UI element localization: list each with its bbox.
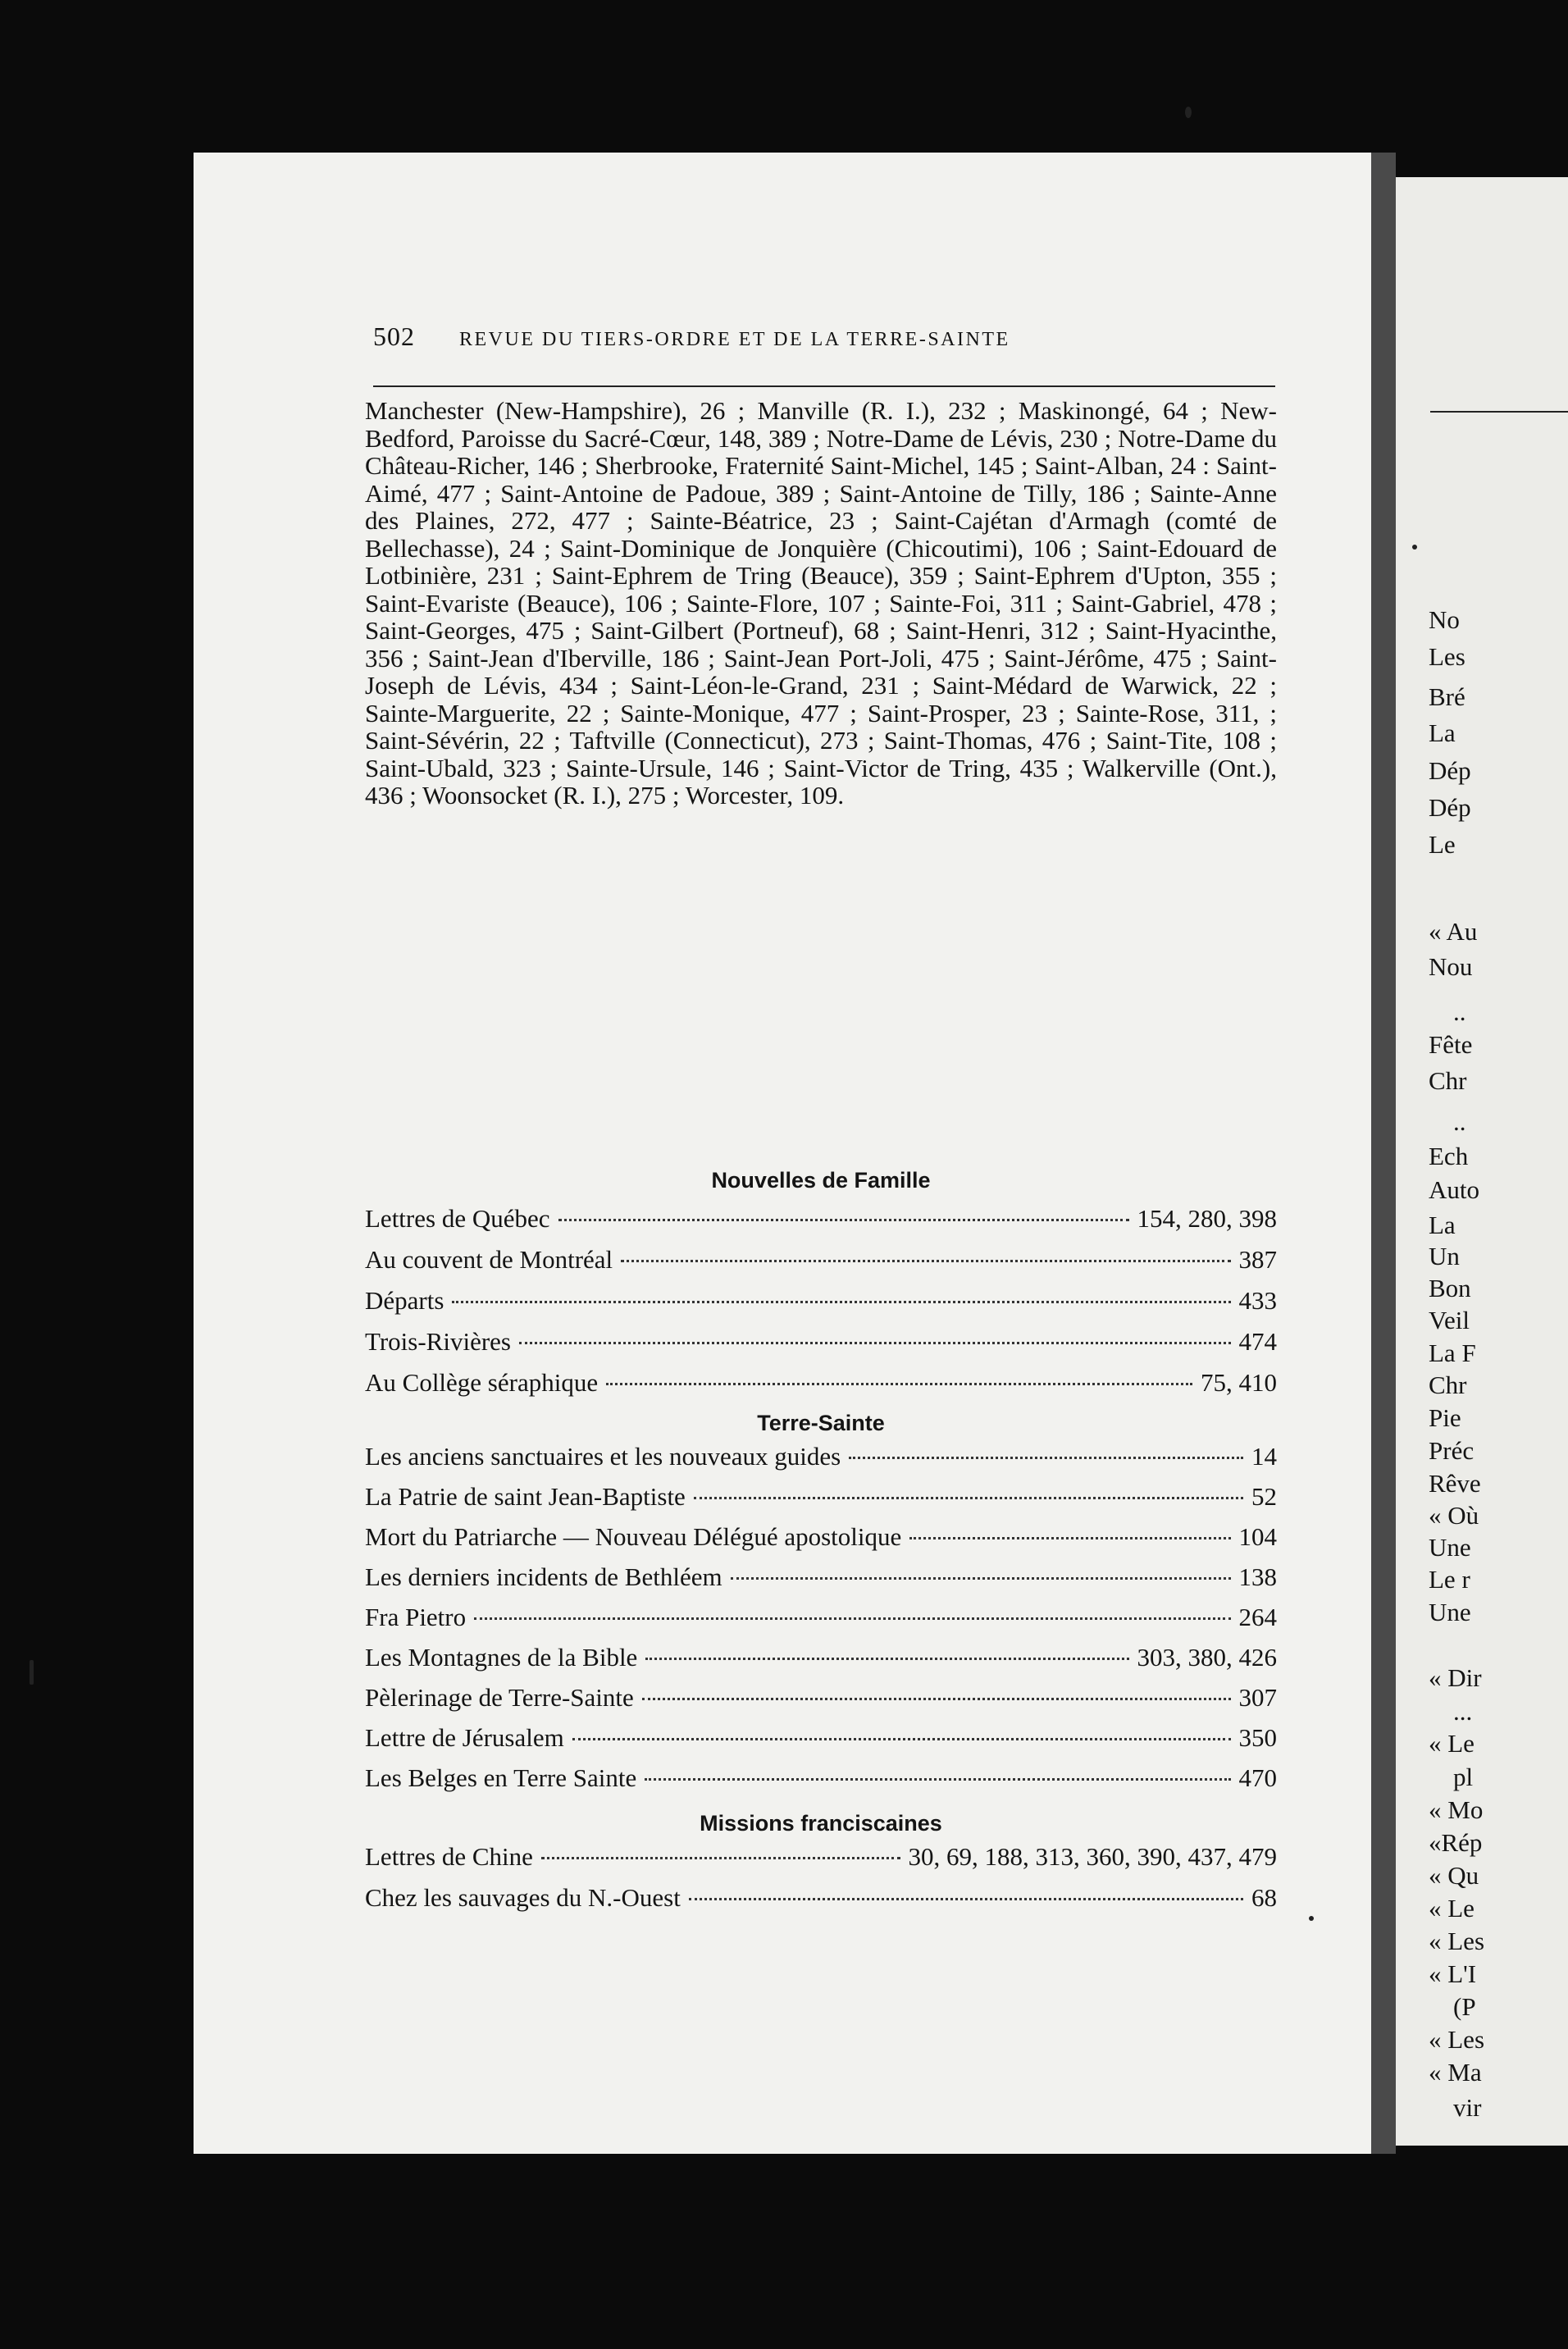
dot-leader xyxy=(452,1301,1230,1303)
facing-page-fragment: « L'I xyxy=(1429,1959,1477,1988)
entry-title: Lettres de Chine xyxy=(365,1842,533,1871)
dot-leader xyxy=(645,1778,1230,1781)
dot-leader xyxy=(474,1617,1230,1620)
facing-page-fragment: Préc xyxy=(1429,1436,1475,1465)
entry-title: Chez les sauvages du N.-Ouest xyxy=(365,1883,681,1912)
facing-page-fragment: Le r xyxy=(1429,1565,1470,1594)
entry-title: Au couvent de Montréal xyxy=(365,1245,613,1274)
facing-page-fragment: «Rép xyxy=(1429,1828,1483,1857)
facing-page-fragment: « Les xyxy=(1429,2025,1485,2054)
facing-page-fragment: Ech xyxy=(1429,1142,1469,1170)
entry-pages: 350 xyxy=(1238,1723,1277,1752)
facing-page-fragment: Bré xyxy=(1429,682,1465,711)
entry-title: Au Collège séraphique xyxy=(365,1368,599,1397)
index-entry xyxy=(365,1442,1277,1483)
dot-leader xyxy=(645,1658,1128,1660)
entry-title: Lettres de Québec xyxy=(365,1204,550,1233)
index-entry xyxy=(365,1204,1277,1245)
facing-page-fragment: vir xyxy=(1453,2093,1482,2122)
scan-speck xyxy=(1309,1916,1314,1921)
entry-title: Les Montagnes de la Bible xyxy=(365,1643,638,1672)
facing-page-fragment: Rêve xyxy=(1429,1469,1481,1498)
entry-title: Départs xyxy=(365,1286,444,1315)
dot-leader xyxy=(519,1342,1231,1344)
dot-leader xyxy=(689,1898,1243,1900)
entry-pages: 138 xyxy=(1238,1562,1277,1591)
index-entry xyxy=(365,1643,1277,1684)
facing-page-fragment: Dép xyxy=(1429,793,1471,822)
dot-leader xyxy=(694,1497,1243,1499)
entry-title: Pèlerinage de Terre-Sainte xyxy=(365,1683,634,1712)
entry-title: Les derniers incidents de Bethléem xyxy=(365,1562,722,1591)
index-entry xyxy=(365,1603,1277,1644)
running-title: REVUE DU TIERS-ORDRE ET DE LA TERRE-SAINTE xyxy=(459,329,1010,350)
index-entry xyxy=(365,1883,1277,1924)
entry-title: La Patrie de saint Jean-Baptiste xyxy=(365,1482,686,1511)
facing-page-fragment: ... xyxy=(1453,1697,1473,1726)
facing-page-fragment: « Mo xyxy=(1429,1795,1484,1824)
dot-leader xyxy=(849,1457,1243,1459)
index-entry xyxy=(365,1842,1277,1883)
facing-page-fragment: La F xyxy=(1429,1339,1476,1367)
header-rule xyxy=(373,385,1275,387)
facing-page xyxy=(1396,177,1568,2146)
facing-page-fragment: « Le xyxy=(1429,1894,1475,1923)
dot-leader xyxy=(642,1698,1231,1700)
facing-page-fragment: « Ma xyxy=(1429,2058,1482,2087)
facing-page-fragment: (P xyxy=(1453,1992,1476,2021)
dot-leader xyxy=(572,1738,1231,1740)
facing-page-fragment: « Les xyxy=(1429,1927,1485,1955)
facing-page-fragment: Une xyxy=(1429,1533,1471,1562)
entry-pages: 307 xyxy=(1238,1683,1277,1712)
entry-pages: 52 xyxy=(1251,1482,1277,1511)
entry-pages: 104 xyxy=(1238,1522,1277,1551)
entry-pages: 474 xyxy=(1238,1327,1277,1356)
entry-pages: 154, 280, 398 xyxy=(1137,1204,1277,1233)
facing-page-fragment: « Au xyxy=(1429,917,1478,946)
dot-leader xyxy=(909,1537,1230,1539)
dot-leader xyxy=(606,1383,1192,1385)
entry-pages: 14 xyxy=(1251,1442,1277,1471)
facing-page-rule xyxy=(1430,411,1568,413)
entry-pages: 387 xyxy=(1238,1245,1277,1274)
book-gutter xyxy=(1371,153,1396,2154)
facing-page-fragment: Dép xyxy=(1429,756,1471,785)
facing-page-fragment: Chr xyxy=(1429,1371,1467,1399)
facing-page-fragment: La xyxy=(1429,718,1456,747)
facing-page-fragment: No xyxy=(1429,605,1460,634)
index-entry xyxy=(365,1522,1277,1563)
entry-title: Mort du Patriarche — Nouveau Délégué apostolique xyxy=(365,1522,902,1551)
dot-leader xyxy=(558,1219,1129,1221)
index-entry xyxy=(365,1683,1277,1724)
scan-speck xyxy=(1412,545,1417,550)
entry-pages: 75, 410 xyxy=(1201,1368,1277,1397)
index-entry xyxy=(365,1327,1277,1368)
index-entry xyxy=(365,1723,1277,1764)
index-paragraph: Manchester (New-Hampshire), 26 ; Manville (R. I.), 232 ; Maskinongé, 64 ; New-Bedford, Paroisse du Sacré-Cœur, 148, 389 ; Notre-Dame de Lévis, 230 ; Notre-Dame du Château-Richer, 146 ; Sherbrooke, Fraternité Saint-Michel, 145 ; Saint-Alban, 24 : Saint-Aimé, 477 ; Saint-Antoine de Padoue, 389 ; Saint-Antoine de Tilly, 186 ; Sainte-Anne des Plaines, 272, 477 ; Sainte-Béatrice, 23 ; Saint-Cajétan d'Armagh (comté de Bellechasse), 24 ; Saint-Dominique de Jonquière (Chicoutimi), 106 ; Saint-Edouard de Lotbinière, 231 ; Saint-Ephrem de Tring (Beauce), 359 ; Saint-Ephrem d'Upton, 355 ; Saint-Evariste (Beauce), 106 ; Sainte-Flore, 107 ; Sainte-Foi, 311 ; Saint-Gabriel, 478 ; Saint-Georges, 475 ; Saint-Gilbert (Portneuf), 68 ; Saint-Henri, 312 ; Saint-Hyacinthe, 356 ; Saint-Jean d'Iberville, 186 ; Saint-Jean Port-Joli, 475 ; Saint-Jérôme, 475 ; Saint-Joseph de Lévis, 434 ; Saint-Léon-le-Grand, 231 ; Saint-Médard de Warwick, 22 ; Sainte-Marguerite, 22 ; Sainte-Monique, 477 ; Saint-Prosper, 23 ; Sainte-Rose, 311, ; Saint-Sévérin, 22 ; Taftville (Connecticut), 273 ; Saint-Thomas, 476 ; Saint-Tite, 108 ; Saint-Ubald, 323 ; Sainte-Ursule, 146 ; Saint-Victor de Tring, 435 ; Walkerville (Ont.), 436 ; Woonsocket (R. I.), 275 ; Worcester, 109. xyxy=(365,396,1277,810)
section-title-nouvelles-de-famille: Nouvelles de Famille xyxy=(711,1168,931,1193)
index-entry xyxy=(365,1245,1277,1286)
index-entry xyxy=(365,1286,1277,1327)
entry-pages: 264 xyxy=(1238,1603,1277,1631)
index-entry xyxy=(365,1368,1277,1409)
entry-title: Trois-Rivières xyxy=(365,1327,511,1356)
facing-page-fragment: « Qu xyxy=(1429,1861,1479,1890)
entry-title: Les Belges en Terre Sainte xyxy=(365,1763,637,1792)
facing-page-fragment: Nou xyxy=(1429,952,1473,981)
facing-page-fragment: Auto xyxy=(1429,1175,1479,1204)
page-number: 502 xyxy=(373,322,415,351)
index-entry xyxy=(365,1763,1277,1804)
index-entry xyxy=(365,1562,1277,1603)
scan-speck xyxy=(1185,107,1192,118)
entry-pages: 68 xyxy=(1251,1883,1277,1912)
dot-leader xyxy=(541,1857,900,1859)
entry-pages: 30, 69, 188, 313, 360, 390, 437, 479 xyxy=(908,1842,1277,1871)
facing-page-fragment: Le xyxy=(1429,830,1456,859)
scan-speck xyxy=(30,1660,34,1685)
facing-page-fragment: « Dir xyxy=(1429,1663,1482,1692)
facing-page-fragment: .. xyxy=(1453,1107,1466,1136)
entry-title: Lettre de Jérusalem xyxy=(365,1723,564,1752)
facing-page-fragment: Bon xyxy=(1429,1274,1471,1302)
section-title-terre-sainte: Terre-Sainte xyxy=(757,1411,885,1435)
page-header xyxy=(373,322,1275,354)
facing-page-fragment: .. xyxy=(1453,997,1466,1026)
entry-pages: 470 xyxy=(1238,1763,1277,1792)
section-title-missions-franciscaines: Missions franciscaines xyxy=(700,1811,942,1836)
facing-page-fragment: « Le xyxy=(1429,1729,1475,1758)
entry-title: Fra Pietro xyxy=(365,1603,467,1631)
facing-page-fragment: Les xyxy=(1429,642,1465,671)
entry-pages: 303, 380, 426 xyxy=(1137,1643,1277,1672)
index-entry xyxy=(365,1482,1277,1523)
facing-page-fragment: Chr xyxy=(1429,1066,1467,1095)
facing-page-fragment: pl xyxy=(1453,1763,1474,1791)
facing-page-fragment: Un xyxy=(1429,1242,1460,1270)
facing-page-fragment: « Où xyxy=(1429,1501,1479,1530)
dot-leader xyxy=(731,1577,1231,1580)
facing-page-fragment: Une xyxy=(1429,1598,1471,1626)
entry-title: Les anciens sanctuaires et les nouveaux guides xyxy=(365,1442,841,1471)
facing-page-fragment: Veil xyxy=(1429,1306,1470,1334)
facing-page-fragment: Fête xyxy=(1429,1030,1473,1059)
facing-page-fragment: La xyxy=(1429,1211,1456,1239)
facing-page-fragment: Pie xyxy=(1429,1403,1461,1432)
dot-leader xyxy=(621,1260,1230,1262)
entry-pages: 433 xyxy=(1238,1286,1277,1315)
